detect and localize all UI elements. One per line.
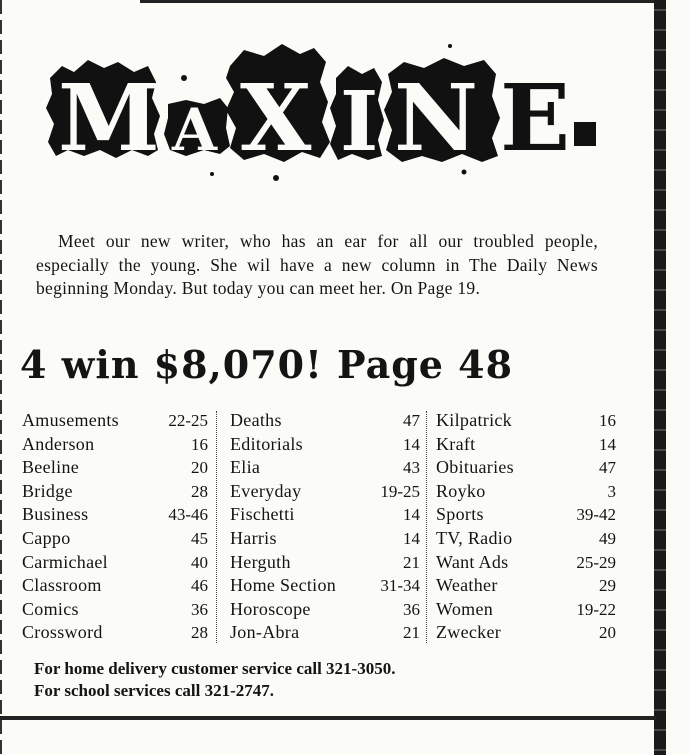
index-row [230,574,420,598]
contact-info [34,658,594,702]
index-row [230,598,420,622]
index-name: Bridge [22,480,73,501]
maxine-logo [44,38,604,188]
index-row [436,433,616,457]
index-page: 20 [191,458,208,478]
index-row [230,621,420,645]
index-page: 16 [599,411,616,430]
index-page: 47 [599,458,616,478]
index-row [436,503,616,527]
index-page: 16 [191,434,208,454]
index-row [436,456,616,480]
index-page: 25-29 [576,552,616,572]
index-name: Want Ads [436,551,509,572]
index-page: 3 [607,481,616,501]
index-page: 49 [599,528,616,548]
right-border [654,0,666,755]
index-name: Royko [436,480,486,501]
index-row [230,433,420,457]
index-name: Sports [436,504,484,525]
index-name: Classroom [22,575,102,596]
index-name: Zwecker [436,622,502,643]
index-row [436,409,616,433]
svg-text:N: N [394,64,479,172]
index-page: 28 [191,623,208,643]
column-separator [426,411,427,643]
index-page: 47 [403,411,420,430]
index-name: Women [436,598,494,619]
index-page: 31-34 [380,576,420,596]
index-page: 14 [403,528,420,548]
index-page: 22-25 [168,411,208,430]
page-index [20,409,622,649]
index-name: Kraft [436,433,476,454]
index-page: 40 [191,552,208,572]
index-row [22,551,208,575]
index-page: 36 [191,599,208,619]
index-name: Jon-Abra [230,622,300,643]
top-rule [140,0,660,3]
svg-text:M: M [58,64,160,172]
svg-text:I: I [340,74,379,170]
index-name: Fischetti [230,504,295,525]
index-name: Obituaries [436,457,514,478]
index-name: Herguth [230,551,291,572]
index-name: Business [22,504,89,525]
index-row [22,621,208,645]
index-row [22,456,208,480]
index-row [22,598,208,622]
index-row [436,527,616,551]
index-row [22,433,208,457]
index-page: 19-25 [380,481,420,501]
svg-text:E: E [500,64,571,172]
index-page: 14 [599,434,616,454]
index-page: 45 [191,528,208,548]
index-name: Carmichael [22,551,108,572]
index-name: Amusements [22,410,119,430]
index-column-1 [22,409,208,645]
index-row [436,574,616,598]
index-page: 36 [403,599,420,619]
svg-text:X: X [240,64,312,172]
index-page: 29 [599,576,616,596]
column-separator [216,411,217,643]
school-services-line: For school services call 321-2747. [34,681,275,700]
index-row [436,621,616,645]
index-row [230,409,420,433]
index-page: 14 [403,434,420,454]
maxine-logo-label [44,188,45,189]
index-row [230,503,420,527]
index-name: Comics [22,598,79,619]
index-row [22,503,208,527]
index-row [22,574,208,598]
index-name: Harris [230,527,277,548]
index-page: 46 [191,576,208,596]
index-name: Crossword [22,622,103,643]
index-page: 43 [403,458,420,478]
index-row [230,551,420,575]
home-delivery-line: For home delivery customer service call 321-3050. [34,659,396,678]
index-column-3 [436,409,616,645]
index-name: Home Section [230,575,337,596]
index-name: Deaths [230,410,282,430]
index-column-2 [230,409,420,645]
index-name: Kilpatrick [436,410,512,430]
index-page: 39-42 [576,505,616,525]
index-row [22,409,208,433]
index-name: Elia [230,457,261,478]
index-row [230,456,420,480]
index-page: 20 [599,623,616,643]
bottom-rule [0,716,656,720]
index-name: Anderson [22,433,95,454]
index-name: Everyday [230,480,302,501]
contest-headline: 4 win $8,070! Page 48 [20,342,514,387]
intro-paragraph: Meet our new writer, who has an ear for all our troubled people, especially the young. She wil have a new column in The Daily News beginning Monday. But today you can meet her. On Page 19. [36,231,598,298]
left-border [0,0,2,755]
svg-text:A: A [172,96,218,164]
index-row [22,527,208,551]
index-page: 21 [403,623,420,643]
index-page: 43-46 [168,505,208,525]
index-row [436,551,616,575]
index-name: TV, Radio [436,527,513,548]
index-row [436,598,616,622]
index-name: Cappo [22,527,71,548]
index-page: 14 [403,505,420,525]
index-name: Weather [436,575,498,596]
index-name: Horoscope [230,598,311,619]
index-row [230,527,420,551]
maxine-logo-art [44,38,604,188]
index-row [436,480,616,504]
index-page: 21 [403,552,420,572]
index-page: 19-22 [576,599,616,619]
index-row [230,480,420,504]
index-page: 28 [191,481,208,501]
index-name: Editorials [230,433,303,454]
index-row [22,480,208,504]
index-name: Beeline [22,457,80,478]
